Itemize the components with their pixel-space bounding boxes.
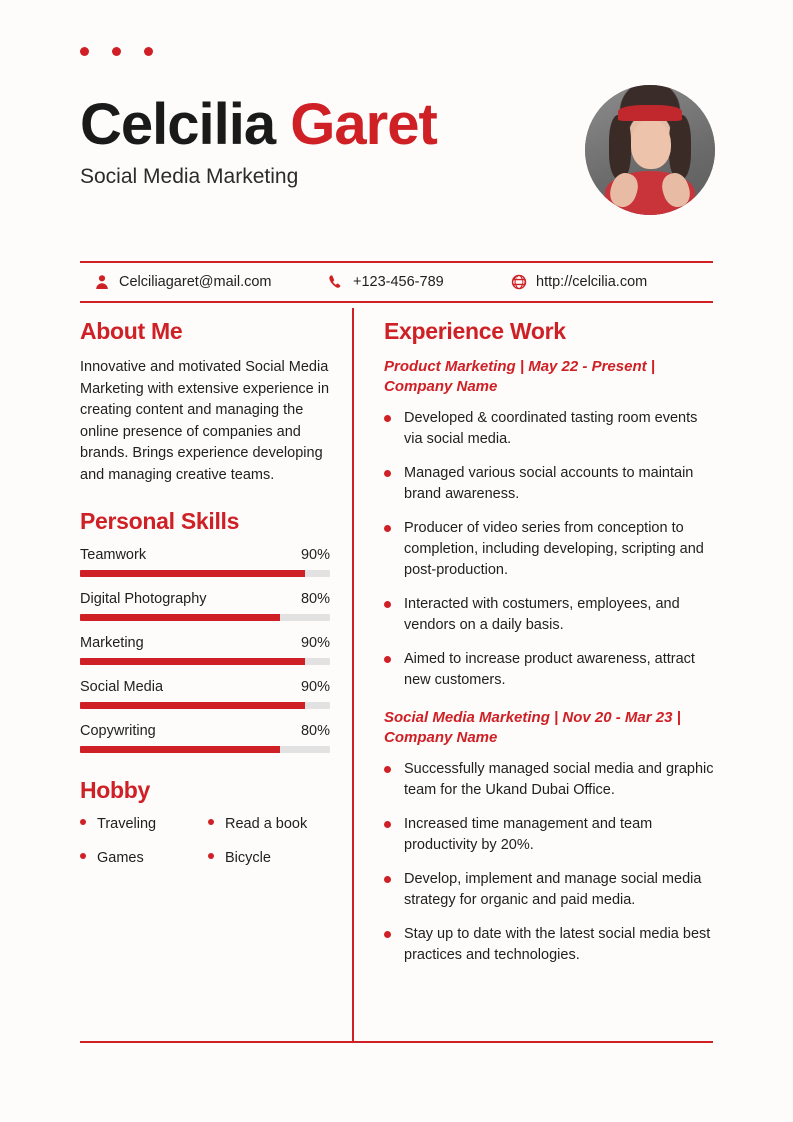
bullet-icon <box>384 656 391 663</box>
skill-bar-fill <box>80 746 280 753</box>
contact-website-text: http://celcilia.com <box>536 274 648 290</box>
bullet-icon <box>384 525 391 532</box>
about-text: Innovative and motivated Social Media Marketing with extensive experience in creating content and managing the online presence of companies and brands. Brings experience developing and managing creative teams. <box>80 359 330 483</box>
skill-item <box>80 547 330 577</box>
contact-website[interactable] <box>503 274 713 290</box>
contact-email-text: Celciliagaret@mail.com <box>119 274 272 290</box>
list-item <box>208 850 330 866</box>
skill-bar <box>80 746 330 753</box>
list-item <box>384 649 714 691</box>
list-item <box>384 869 714 911</box>
skill-bar-fill <box>80 570 305 577</box>
skill-item <box>80 723 330 753</box>
skill-item <box>80 635 330 665</box>
bullet-icon <box>80 853 86 859</box>
skill-value: 90% <box>300 635 330 651</box>
list-item <box>384 518 714 581</box>
hobby-label: Bicycle <box>225 850 271 866</box>
bullet-text: Developed & coordinated tasting room events via social media. <box>404 410 698 447</box>
list-item <box>208 816 330 832</box>
hobby-title: Hobby <box>80 777 151 803</box>
person-icon <box>94 274 110 290</box>
dot-1 <box>80 47 89 56</box>
hobby-section <box>80 777 330 866</box>
contact-bar <box>80 268 713 296</box>
divider-top <box>80 261 713 263</box>
bullet-icon <box>384 415 391 422</box>
divider-bottom <box>80 301 713 303</box>
skill-bar <box>80 702 330 709</box>
job-heading: Product Marketing | May 22 - Present | Company Name <box>384 358 655 395</box>
decorative-dots <box>80 47 153 56</box>
avatar-photo <box>585 85 715 215</box>
job-bullets <box>384 408 714 691</box>
skill-value: 80% <box>300 591 330 607</box>
bullet-text: Aimed to increase product awareness, attract new customers. <box>404 651 695 688</box>
last-name: Garet <box>290 92 437 157</box>
bullet-icon <box>384 766 391 773</box>
skill-label: Copywriting <box>80 723 156 739</box>
divider-footer <box>80 1041 713 1043</box>
list-item <box>80 816 208 832</box>
bullet-icon <box>384 931 391 938</box>
list-item <box>384 759 714 801</box>
headband <box>618 105 682 121</box>
bullet-text: Interacted with costumers, employees, and vendors on a daily basis. <box>404 596 680 633</box>
hair-right <box>669 115 691 179</box>
list-item <box>384 463 714 505</box>
list-item <box>80 850 208 866</box>
skill-item <box>80 591 330 621</box>
bullet-text: Increased time management and team productivity by 20%. <box>404 816 653 853</box>
job-role: Social Media Marketing <box>80 165 299 188</box>
job-bullets <box>384 759 714 966</box>
about-title: About Me <box>80 318 183 344</box>
bullet-icon <box>384 876 391 883</box>
right-column <box>384 318 714 979</box>
contact-phone-text: +123-456-789 <box>353 274 444 290</box>
contact-phone[interactable] <box>322 274 503 290</box>
bullet-text: Stay up to date with the latest social media best practices and technologies. <box>404 926 711 963</box>
hair-left <box>609 115 631 179</box>
first-name: Celcilia <box>80 92 276 157</box>
left-column <box>80 318 330 866</box>
contact-email[interactable] <box>80 274 322 290</box>
face <box>631 119 671 169</box>
skill-item <box>80 679 330 709</box>
skill-bar-fill <box>80 614 280 621</box>
skill-bar <box>80 570 330 577</box>
experience-job <box>384 708 714 966</box>
globe-icon <box>511 274 527 290</box>
bullet-icon <box>384 470 391 477</box>
bullet-text: Develop, implement and manage social media strategy for organic and paid media. <box>404 871 702 908</box>
avatar <box>585 85 715 215</box>
job-heading: Social Media Marketing | Nov 20 - Mar 23 | Company Name <box>384 709 681 746</box>
experience-title: Experience Work <box>384 318 566 344</box>
list-item <box>384 594 714 636</box>
skill-bar-fill <box>80 702 305 709</box>
skill-value: 80% <box>300 723 330 739</box>
dot-2 <box>112 47 121 56</box>
bullet-text: Managed various social accounts to maintain brand awareness. <box>404 465 694 502</box>
skill-bar <box>80 658 330 665</box>
hobby-label: Traveling <box>97 816 157 832</box>
list-item <box>384 924 714 966</box>
column-divider <box>352 308 354 1041</box>
bullet-icon <box>80 819 86 825</box>
list-item <box>384 408 714 450</box>
hobby-label: Games <box>97 850 144 866</box>
bullet-icon <box>208 853 214 859</box>
bullet-icon <box>384 601 391 608</box>
experience-job <box>384 357 714 691</box>
about-section <box>80 318 330 486</box>
skills-section <box>80 508 330 753</box>
bullet-icon <box>384 821 391 828</box>
phone-icon <box>328 274 344 290</box>
skill-bar-fill <box>80 658 305 665</box>
list-item <box>384 814 714 856</box>
skill-label: Digital Photography <box>80 591 207 607</box>
bullet-icon <box>208 819 214 825</box>
skill-label: Teamwork <box>80 547 147 563</box>
skill-label: Social Media <box>80 679 164 695</box>
skill-value: 90% <box>300 679 330 695</box>
skill-label: Marketing <box>80 635 144 651</box>
bullet-text: Producer of video series from conception to completion, including developing, scripting and post-production. <box>404 520 704 578</box>
skill-bar <box>80 614 330 621</box>
hobby-label: Read a book <box>225 816 308 832</box>
dot-3 <box>144 47 153 56</box>
skills-title: Personal Skills <box>80 508 240 534</box>
skill-value: 90% <box>300 547 330 563</box>
bullet-text: Successfully managed social media and graphic team for the Ukand Dubai Office. <box>404 761 714 798</box>
